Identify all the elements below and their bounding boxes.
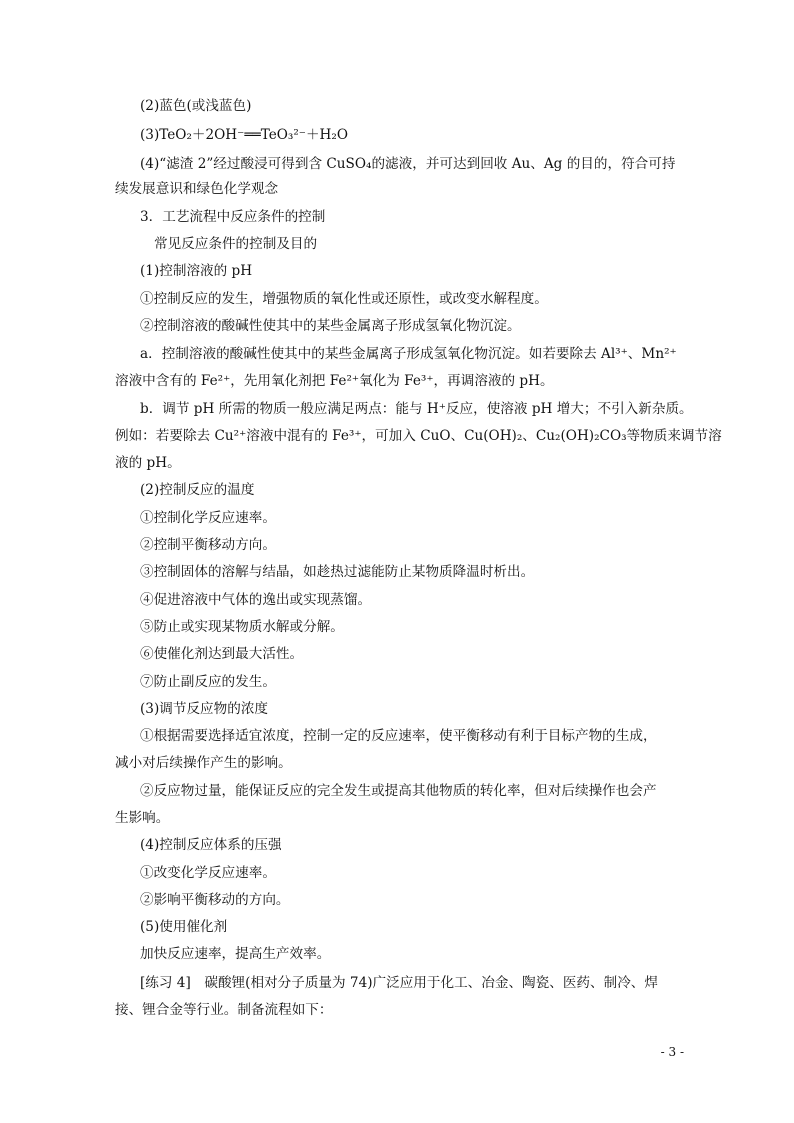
section-heading: 3．工艺流程中反应条件的控制 — [140, 209, 326, 225]
text-line: ⑦防止副反应的发生。 — [140, 674, 276, 690]
text-line: ⑤防止或实现某物质水解或分解。 — [140, 619, 344, 635]
subsection-heading: (5)使用催化剂 — [140, 919, 228, 935]
text-line: ①控制反应的发生，增强物质的氧化性或还原性，或改变水解程度。 — [140, 291, 548, 307]
text-line: 生影响。 — [115, 810, 170, 826]
subsection-heading: (2)控制反应的温度 — [140, 482, 255, 498]
subsection-heading: (4)控制反应体系的压强 — [140, 837, 282, 853]
text-line: ②影响平衡移动的方向。 — [140, 892, 290, 908]
text-line: ③控制固体的溶解与结晶，如趁热过滤能防止某物质降温时析出。 — [140, 564, 535, 580]
text-line: 接、锂合金等行业。制备流程如下： — [115, 1002, 333, 1018]
text-line: 常见反应条件的控制及目的 — [154, 236, 318, 252]
text-line: ④促进溶液中气体的逸出或实现蒸馏。 — [140, 592, 372, 608]
text-line: ①根据需要选择适宜浓度，控制一定的反应速率，使平衡移动有利于目标产物的生成， — [140, 728, 657, 744]
text-line: ②反应物过量，能保证反应的完全发生或提高其他物质的转化率，但对后续操作也会产 — [140, 783, 657, 799]
subsection-heading: (1)控制溶液的 pH — [140, 263, 253, 279]
text-line: 续发展意识和绿色化学观念 — [115, 181, 279, 197]
text-line: 例如：若要除去 Cu²⁺溶液中混有的 Fe³⁺，可加入 CuO、Cu(OH)₂、Cu₂(OH)₂CO₃等物质来调节溶 — [115, 428, 722, 444]
text-line: 加快反应速率，提高生产效率。 — [140, 946, 331, 962]
text-line: ⑥使催化剂达到最大活性。 — [140, 646, 304, 662]
text-line: (2)蓝色(或浅蓝色) — [140, 98, 252, 114]
text-line: (3)TeO₂＋2OH⁻══TeO₃²⁻＋H₂O — [140, 127, 349, 143]
page-number: - 3 - — [660, 1045, 684, 1059]
text-line: 溶液中含有的 Fe²⁺，先用氧化剂把 Fe²⁺氧化为 Fe³⁺，再调溶液的 pH。 — [115, 373, 554, 389]
text-line: ②控制溶液的酸碱性使其中的某些金属离子形成氢氧化物沉淀。 — [140, 318, 521, 334]
exercise-prompt: [练习 4] 碳酸锂(相对分子质量为 74)广泛应用于化工、冶金、陶瓷、医药、制冷、焊 — [140, 975, 658, 991]
text-line: ①控制化学反应速率。 — [140, 510, 276, 526]
text-line: 减小对后续操作产生的影响。 — [115, 755, 292, 771]
subsection-heading: (3)调节反应物的浓度 — [140, 701, 269, 717]
text-line: ①改变化学反应速率。 — [140, 865, 276, 881]
text-line: (4)“滤渣 2”经过酸浸可得到含 CuSO₄的滤液，并可达到回收 Au、Ag 的目的，符合可持 — [140, 156, 676, 172]
text-line: a．控制溶液的酸碱性使其中的某些金属离子形成氢氧化物沉淀。如若要除去 Al³⁺、Mn²⁺ — [140, 346, 677, 362]
text-line: 液的 pH。 — [115, 455, 181, 471]
text-line: ②控制平衡移动方向。 — [140, 537, 276, 553]
text-line: b．调节 pH 所需的物质一般应满足两点：能与 H⁺反应，使溶液 pH 增大；不引入新杂质。 — [140, 401, 693, 417]
